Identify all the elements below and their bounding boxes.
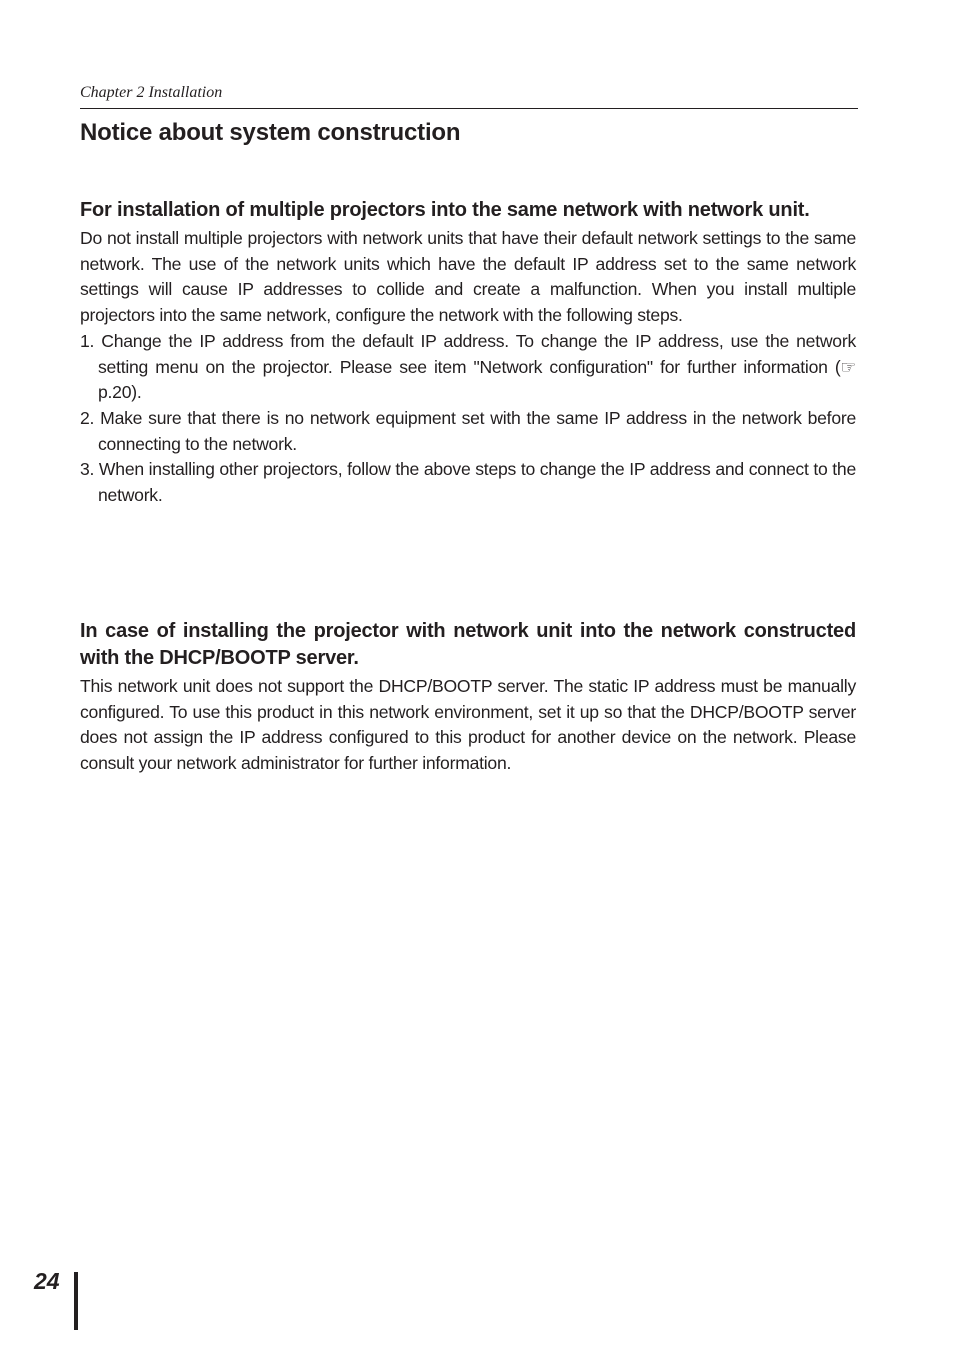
steps-list xyxy=(80,329,856,509)
section-multiple-projectors xyxy=(80,197,856,509)
step-item: 2. Make sure that there is no network equipment set with the same IP address in the network before connecting to the network. xyxy=(80,407,856,454)
section-heading: For installation of multiple projectors into the same network with network unit. xyxy=(80,199,810,221)
page-title: Notice about system construction xyxy=(80,119,461,146)
section-heading: In case of installing the projector with network unit into the network constructed with the DHCP/BOOTP server. xyxy=(80,620,856,669)
step-item: 1. Change the IP address from the default IP address. To change the IP address, use the network setting menu on the projector. Please see item "Network configuration" for further information (☞ p.20). xyxy=(80,330,856,403)
step-item: 3. When installing other projectors, follow the above steps to change the IP address and connect to the network. xyxy=(80,459,856,506)
section-body: This network unit does not support the DHCP/BOOTP server. The static IP address must be manually configured. To use this product in this network environment, set it up so that the DHCP/BOOTP server does not assign the IP address configured to this product for another device on the network. Please consult your network administrator for further information. xyxy=(80,676,856,774)
page-number: 24 xyxy=(34,1268,60,1294)
section-intro: Do not install multiple projectors with network units that have their default network settings to the same network. The use of the network units which have the default IP address set to the same network settings will cause IP addresses to collide and create a malfunction. When you install multiple projectors into the same network, configure the network with the following steps. xyxy=(80,228,856,326)
page-number-bar xyxy=(74,1272,78,1330)
section-dhcp-bootp xyxy=(80,618,856,777)
header-rule xyxy=(80,108,858,109)
chapter-label: Chapter 2 Installation xyxy=(80,84,223,101)
